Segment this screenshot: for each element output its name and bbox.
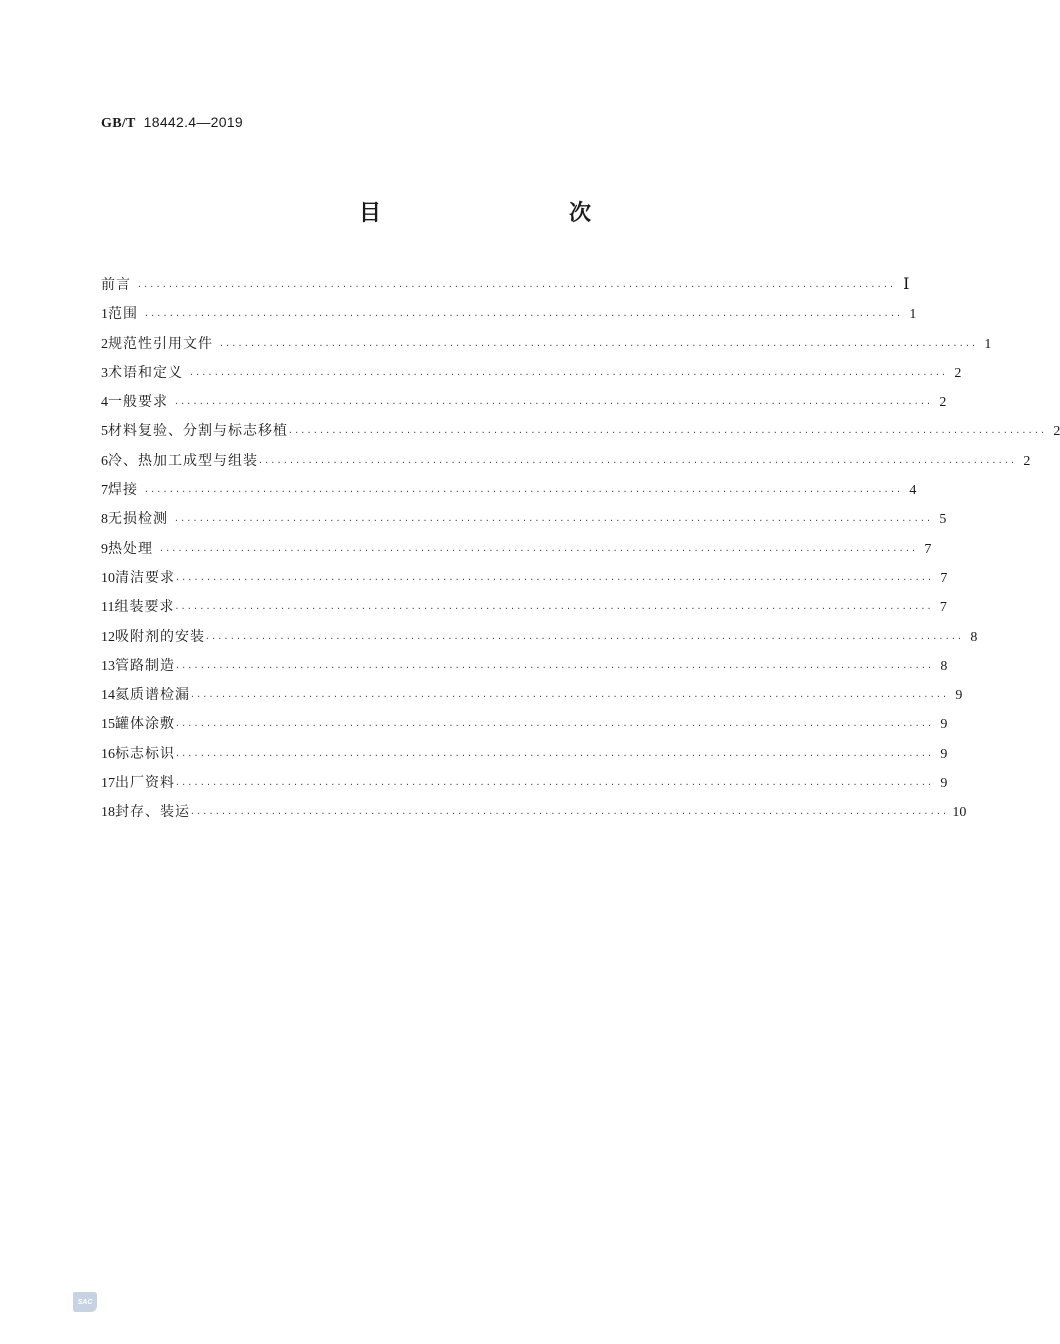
- toc-entry-number: 14: [101, 688, 115, 704]
- document-code: [101, 114, 243, 132]
- toc-entry-number: 7: [101, 483, 108, 499]
- toc-entry-page: 8: [970, 629, 978, 645]
- toc-entry-page: 9: [940, 746, 948, 762]
- toc-entry-title: 罐体涂敷: [115, 716, 175, 733]
- toc-entry-3[interactable]: [101, 363, 962, 392]
- toc-leader-dots: ··························································································································: [159, 545, 918, 555]
- toc-entry-number: 17: [101, 776, 115, 792]
- toc-entry-title: 无损检测: [108, 511, 168, 528]
- toc-leader-dots: ··························································································································: [175, 574, 934, 584]
- document-code-number: 18442.4—2019: [143, 114, 244, 130]
- toc-entry-17[interactable]: [101, 773, 948, 802]
- toc-entry-title: 焊接: [108, 482, 138, 499]
- toc-leader-dots: ··························································································································: [190, 809, 949, 819]
- toc-entry-number: 18: [101, 805, 115, 821]
- toc-entry-number: 16: [101, 746, 115, 762]
- toc-entry-page: 7: [924, 541, 932, 557]
- toc-entry-title: 热处理: [108, 540, 153, 557]
- toc-entry-title: 氦质谱检漏: [115, 687, 190, 704]
- toc-entry-1[interactable]: [101, 304, 917, 333]
- toc-entry-9[interactable]: [101, 539, 932, 568]
- toc-entry-2[interactable]: [101, 334, 992, 363]
- toc-entry-number: 3: [101, 365, 108, 381]
- toc-entry-title: 规范性引用文件: [108, 335, 213, 352]
- sac-logo-icon: [72, 1291, 98, 1313]
- table-of-contents: [101, 275, 1060, 832]
- toc-leader-dots: ··························································································································: [190, 692, 949, 702]
- toc-entry-7[interactable]: [101, 480, 917, 509]
- toc-entry-10[interactable]: [101, 568, 948, 597]
- toc-entry-number: 15: [101, 717, 115, 733]
- toc-leader-dots: ··························································································································: [288, 428, 1047, 438]
- toc-entry-page: 2: [1023, 453, 1031, 469]
- toc-entry-title: 清洁要求: [115, 569, 175, 586]
- toc-leader-dots: ··························································································································: [205, 633, 964, 643]
- toc-entry-page: 9: [955, 688, 963, 704]
- toc-entry-title: 管路制造: [115, 657, 175, 674]
- toc-entry-title: 材料复验、分割与标志移植: [108, 423, 288, 440]
- sac-logo-text: SAC: [77, 1299, 93, 1306]
- toc-entry-title: 吸附剂的安装: [115, 628, 205, 645]
- toc-entry-page: 8: [940, 658, 948, 674]
- toc-entry-page: 7: [939, 600, 947, 616]
- toc-entry-number: 12: [101, 629, 115, 645]
- toc-entry-title: 一般要求: [108, 394, 168, 411]
- toc-entry-page: 10: [952, 805, 967, 821]
- toc-entry-number: 2: [101, 336, 108, 352]
- toc-entry-13[interactable]: [101, 656, 948, 685]
- toc-leader-dots: ··························································································································: [174, 399, 933, 409]
- toc-entry-14[interactable]: [101, 685, 963, 714]
- toc-entry-title: 标志标识: [115, 745, 175, 762]
- toc-leader-dots: ··························································································································: [175, 721, 934, 731]
- toc-entry-number: 1: [101, 307, 108, 323]
- toc-entry-number: 10: [101, 570, 115, 586]
- toc-leader-dots: ··························································································································: [189, 369, 948, 379]
- toc-entry-page: 9: [940, 717, 948, 733]
- toc-entry-page: Ⅰ: [903, 276, 910, 293]
- toc-entry-number: 4: [101, 395, 108, 411]
- toc-entry-page: 1: [984, 336, 992, 352]
- toc-entry-16[interactable]: [101, 744, 948, 773]
- toc-entry-18[interactable]: [101, 802, 967, 831]
- toc-entry-preface[interactable]: [101, 275, 910, 304]
- toc-entry-page: 2: [1053, 424, 1060, 440]
- toc-entry-8[interactable]: [101, 509, 947, 538]
- toc-leader-dots: ··························································································································: [175, 780, 934, 790]
- toc-entry-number: 5: [101, 424, 108, 440]
- toc-entry-15[interactable]: [101, 714, 948, 743]
- toc-entry-page: 2: [954, 365, 962, 381]
- toc-entry-title: 封存、装运: [115, 804, 190, 821]
- toc-entry-title: 术语和定义: [108, 364, 183, 381]
- toc-entry-number: 9: [101, 541, 108, 557]
- toc-entry-number: 11: [101, 600, 115, 616]
- toc-leader-dots: ··························································································································: [137, 282, 896, 291]
- toc-leader-dots: ··························································································································: [219, 340, 978, 350]
- toc-entry-11[interactable]: [101, 597, 947, 626]
- toc-leader-dots: ··························································································································: [175, 662, 934, 672]
- toc-leader-dots: ··························································································································: [174, 604, 933, 614]
- toc-entry-6[interactable]: [101, 451, 1031, 480]
- toc-entry-page: 7: [940, 570, 948, 586]
- toc-entry-page: 9: [940, 776, 948, 792]
- toc-leader-dots: ··························································································································: [175, 750, 934, 760]
- document-code-prefix: GB/T: [101, 116, 136, 131]
- toc-entry-title: 组装要求: [114, 599, 175, 616]
- toc-entry-title: 冷、热加工成型与组装: [108, 452, 258, 469]
- toc-leader-dots: ··························································································································: [174, 516, 933, 526]
- toc-entry-title: 前言: [101, 277, 131, 293]
- toc-entry-4[interactable]: [101, 392, 947, 421]
- toc-entry-number: 8: [101, 512, 108, 528]
- toc-entry-title: 出厂资料: [115, 775, 175, 792]
- toc-entry-title: 范围: [108, 306, 138, 323]
- toc-entry-12[interactable]: [101, 627, 978, 656]
- toc-entry-page: 5: [939, 512, 947, 528]
- toc-entry-page: 1: [909, 307, 917, 323]
- toc-leader-dots: ··························································································································: [258, 457, 1017, 467]
- toc-leader-dots: ··························································································································: [144, 487, 903, 497]
- toc-entry-page: 4: [909, 483, 917, 499]
- toc-leader-dots: ··························································································································: [144, 311, 903, 321]
- toc-entry-number: 6: [101, 453, 108, 469]
- toc-entry-5[interactable]: [101, 421, 1060, 450]
- toc-entry-number: 13: [101, 658, 115, 674]
- toc-title: 目 次: [358, 201, 639, 226]
- toc-entry-page: 2: [939, 395, 947, 411]
